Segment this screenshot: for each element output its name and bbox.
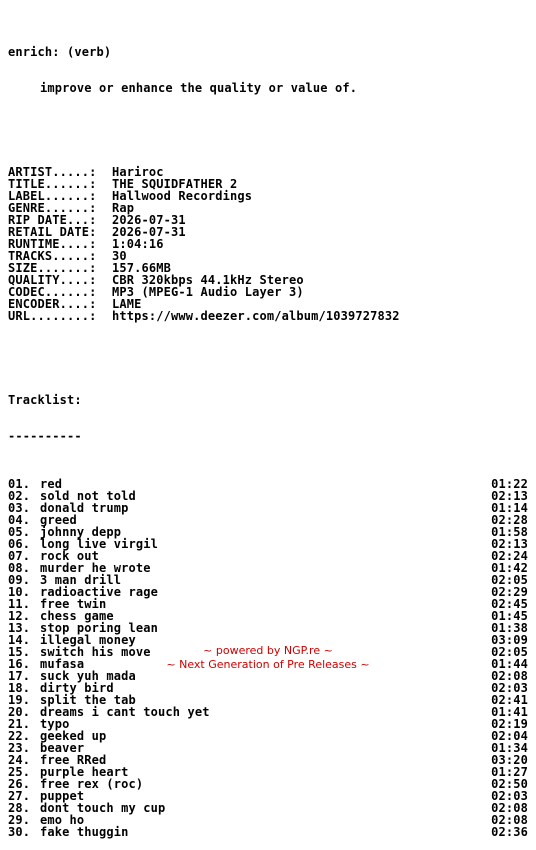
track-info <box>8 826 129 838</box>
track-number: 13. <box>8 621 31 635</box>
track-title: johnny depp <box>40 525 122 539</box>
track-number: 10. <box>8 585 31 599</box>
track-duration: 01:14 <box>491 501 528 515</box>
track-number: 01. <box>8 477 31 491</box>
track-duration: 02:05 <box>491 645 528 659</box>
meta-key: TITLE......: <box>8 177 97 191</box>
track-duration: 01:42 <box>491 561 528 575</box>
meta-key: CODEC......: <box>8 285 97 299</box>
definition-meaning: improve or enhance the quality or value of. <box>40 81 358 95</box>
track-number: 03. <box>8 501 31 515</box>
track-duration: 01:45 <box>491 609 528 623</box>
track-duration: 02:24 <box>491 549 528 563</box>
track-duration: 01:38 <box>491 621 528 635</box>
definition-term: enrich: (verb) <box>8 45 112 59</box>
track-title: sold not told <box>40 489 136 503</box>
track-duration: 02:36 <box>491 825 528 839</box>
track-title: rock out <box>40 549 99 563</box>
track-title: long live virgil <box>40 537 158 551</box>
track-duration: 02:13 <box>491 489 528 503</box>
tracklist-heading: Tracklist: <box>8 393 82 407</box>
track-duration: 02:04 <box>491 729 528 743</box>
track-title: illegal money <box>40 633 136 647</box>
track-duration: 01:58 <box>491 525 528 539</box>
track-row <box>8 706 528 718</box>
track-number: 08. <box>8 561 31 575</box>
track-info <box>8 706 210 718</box>
meta-value: THE SQUIDFATHER 2 <box>112 177 238 191</box>
track-duration: 02:41 <box>491 693 528 707</box>
track-number: 11. <box>8 597 31 611</box>
track-info <box>8 802 165 814</box>
track-title: emo ho <box>40 813 85 827</box>
track-number: 26. <box>8 777 31 791</box>
track-number: 12. <box>8 609 31 623</box>
track-number: 23. <box>8 741 31 755</box>
meta-key: RUNTIME....: <box>8 237 97 251</box>
meta-value: 1:04:16 <box>112 237 164 251</box>
track-title: puppet <box>40 789 85 803</box>
track-title: donald trump <box>40 501 129 515</box>
spacer <box>8 118 528 130</box>
track-title: dont touch my cup <box>40 801 166 815</box>
track-duration: 01:27 <box>491 765 528 779</box>
track-title: radioactive rage <box>40 585 158 599</box>
track-duration: 02:03 <box>491 789 528 803</box>
track-number: 18. <box>8 681 31 695</box>
track-duration: 01:22 <box>491 477 528 491</box>
track-duration: 02:08 <box>491 813 528 827</box>
meta-key: TRACKS.....: <box>8 249 97 263</box>
track-title: free twin <box>40 597 107 611</box>
track-number: 17. <box>8 669 31 683</box>
track-info <box>8 766 129 778</box>
meta-key: URL........: <box>8 309 97 323</box>
meta-key: RETAIL DATE: <box>8 225 97 239</box>
track-number: 21. <box>8 717 31 731</box>
track-title: chess game <box>40 609 114 623</box>
track-number: 22. <box>8 729 31 743</box>
track-number: 27. <box>8 789 31 803</box>
track-duration: 02:45 <box>491 597 528 611</box>
track-duration: 03:09 <box>491 633 528 647</box>
track-duration: 02:03 <box>491 681 528 695</box>
track-duration: 01:34 <box>491 741 528 755</box>
track-info <box>8 718 70 730</box>
track-info <box>8 790 84 802</box>
track-row <box>8 826 528 838</box>
track-row <box>8 730 528 742</box>
track-title: dreams i cant touch yet <box>40 705 210 719</box>
meta-value: Hallwood Recordings <box>112 189 253 203</box>
track-title: free rex (roc) <box>40 777 144 791</box>
track-title: dirty bird <box>40 681 114 695</box>
track-number: 07. <box>8 549 31 563</box>
meta-value: 2026-07-31 <box>112 225 186 239</box>
track-number: 15. <box>8 645 31 659</box>
meta-key: LABEL......: <box>8 189 97 203</box>
track-info <box>8 778 143 790</box>
footer-powered-by: ~ powered by NGP.re ~ <box>203 644 333 657</box>
track-row <box>8 502 528 514</box>
track-row <box>8 718 528 730</box>
track-title: murder he wrote <box>40 561 151 575</box>
track-row <box>8 754 528 766</box>
track-row <box>8 766 528 778</box>
track-row <box>8 742 528 754</box>
track-title: switch his move <box>40 645 151 659</box>
track-title: 3 man drill <box>40 573 122 587</box>
release-info <box>8 166 528 322</box>
track-title: suck yuh mada <box>40 669 136 683</box>
meta-key: RIP DATE...: <box>8 213 97 227</box>
track-title: geeked up <box>40 729 107 743</box>
track-number: 20. <box>8 705 31 719</box>
track-duration: 02:50 <box>491 777 528 791</box>
track-number: 09. <box>8 573 31 587</box>
tracklist-underline: ---------- <box>8 429 82 443</box>
track-number: 28. <box>8 801 31 815</box>
track-duration: 02:08 <box>491 801 528 815</box>
track-row <box>8 802 528 814</box>
track-number: 05. <box>8 525 31 539</box>
track-title: free RRed <box>40 753 107 767</box>
track-number: 24. <box>8 753 31 767</box>
meta-value: 157.66MB <box>112 261 171 275</box>
track-info <box>8 754 106 766</box>
track-title: fake thuggin <box>40 825 129 839</box>
spacer <box>8 358 528 370</box>
track-title: greed <box>40 513 77 527</box>
track-number: 02. <box>8 489 31 503</box>
track-title: stop poring lean <box>40 621 158 635</box>
meta-value: https://www.deezer.com/album/1039727832 <box>112 309 400 323</box>
meta-key: SIZE.......: <box>8 261 97 275</box>
track-row <box>8 790 528 802</box>
track-number: 30. <box>8 825 31 839</box>
meta-key: ENCODER....: <box>8 297 97 311</box>
track-duration: 02:29 <box>491 585 528 599</box>
track-row <box>8 778 528 790</box>
track-number: 29. <box>8 813 31 827</box>
meta-value: LAME <box>112 297 142 311</box>
track-number: 14. <box>8 633 31 647</box>
meta-key: ARTIST.....: <box>8 165 97 179</box>
track-title: red <box>40 477 63 491</box>
track-duration: 01:41 <box>491 705 528 719</box>
track-duration: 01:44 <box>491 657 528 671</box>
nfo-text-block <box>8 22 528 850</box>
meta-value: CBR 320kbps 44.1kHz Stereo <box>112 273 304 287</box>
track-info <box>8 742 84 754</box>
meta-value: Hariroc <box>112 165 164 179</box>
track-number: 06. <box>8 537 31 551</box>
track-title: beaver <box>40 741 85 755</box>
track-title: split the tab <box>40 693 136 707</box>
track-number: 25. <box>8 765 31 779</box>
track-number: 16. <box>8 657 31 671</box>
track-title: typo <box>40 717 70 731</box>
track-duration: 02:19 <box>491 717 528 731</box>
track-duration: 02:05 <box>491 573 528 587</box>
track-info <box>8 814 84 826</box>
meta-value: MP3 (MPEG-1 Audio Layer 3) <box>112 285 304 299</box>
footer-tagline: ~ Next Generation of Pre Releases ~ <box>166 658 370 671</box>
track-number: 04. <box>8 513 31 527</box>
track-title: mufasa <box>40 657 85 671</box>
track-info <box>8 730 106 742</box>
meta-key: QUALITY....: <box>8 273 97 287</box>
track-duration: 02:13 <box>491 537 528 551</box>
track-title: purple heart <box>40 765 129 779</box>
track-duration: 02:08 <box>491 669 528 683</box>
meta-value: 30 <box>112 249 127 263</box>
meta-value: 2026-07-31 <box>112 213 186 227</box>
track-row <box>8 814 528 826</box>
track-duration: 02:28 <box>491 513 528 527</box>
meta-value: Rap <box>112 201 135 215</box>
meta-row <box>8 310 528 322</box>
meta-key: GENRE......: <box>8 201 97 215</box>
track-number: 19. <box>8 693 31 707</box>
track-duration: 03:20 <box>491 753 528 767</box>
